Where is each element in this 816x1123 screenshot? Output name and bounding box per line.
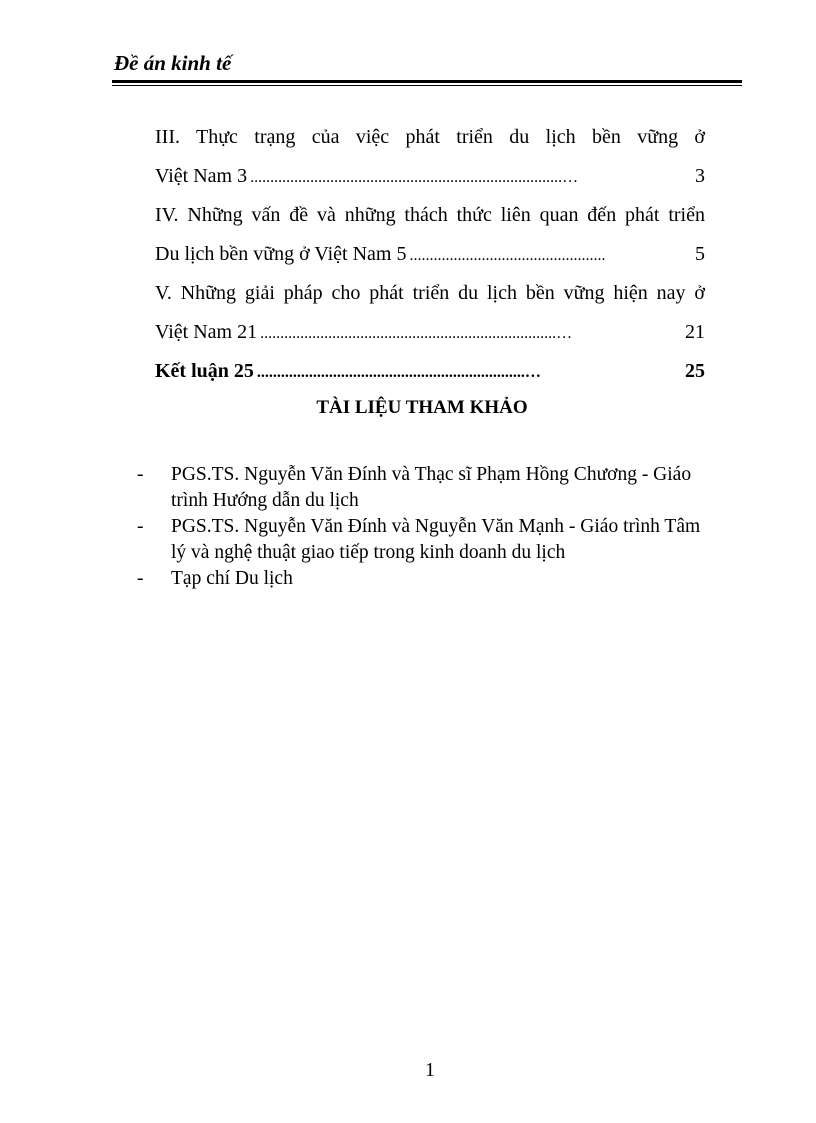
table-of-contents bbox=[155, 118, 705, 391]
toc-entry-text: IV. Những vấn đề và những thách thức liên quan đến phát triển bbox=[155, 204, 705, 226]
toc-entry bbox=[155, 313, 705, 352]
references-list bbox=[137, 462, 717, 592]
toc-page-number: 21 bbox=[685, 321, 705, 343]
toc-entry-text: Kết luận 25 bbox=[155, 360, 254, 382]
toc-page-number: 5 bbox=[695, 243, 705, 265]
list-item bbox=[137, 462, 717, 514]
toc-entry-text: Du lịch bền vững ở Việt Nam 5 bbox=[155, 243, 407, 265]
header-rule-thick bbox=[112, 80, 742, 83]
reference-text: Tạp chí Du lịch bbox=[171, 568, 293, 589]
toc-entry-conclusion bbox=[155, 352, 705, 391]
toc-leader-dots: ..............................................................................… bbox=[250, 169, 579, 186]
toc-entry-text: Việt Nam 3 bbox=[155, 165, 248, 187]
list-item bbox=[137, 514, 717, 566]
references-title: TÀI LIỆU THAM KHẢO bbox=[316, 397, 528, 418]
header-rule-thin bbox=[112, 85, 742, 86]
toc-leader-dots: ................................................. bbox=[409, 247, 606, 264]
toc-entry-heading bbox=[155, 274, 705, 313]
reference-text: PGS.TS. Nguyễn Văn Đính và Thạc sĩ Phạm Hồng Chương - Giáo trình Hướng dẫn du lịch bbox=[171, 464, 692, 511]
toc-entry-text: V. Những giải pháp cho phát triển du lịch bền vững hiện nay ở bbox=[155, 282, 705, 304]
toc-entry-heading bbox=[155, 196, 705, 235]
toc-page-number: 3 bbox=[695, 165, 705, 187]
toc-page-number: 25 bbox=[685, 360, 705, 382]
page-number: 1 bbox=[425, 1059, 435, 1081]
list-bullet: - bbox=[137, 568, 144, 589]
list-bullet: - bbox=[137, 464, 144, 485]
toc-entry-text: Việt Nam 21 bbox=[155, 321, 258, 343]
reference-text: PGS.TS. Nguyễn Văn Đính và Nguyễn Văn Mạnh - Giáo trình Tâm lý và nghệ thuật giao tiếp trong kinh doanh du lịch bbox=[171, 516, 701, 563]
toc-leader-dots: ...................................................................… bbox=[256, 364, 541, 381]
list-item bbox=[137, 566, 717, 592]
toc-entry-text: III. Thực trạng của việc phát triển du lịch bền vững ở bbox=[155, 126, 705, 148]
toc-entry bbox=[155, 235, 705, 274]
page-header bbox=[112, 50, 742, 86]
toc-entry-heading bbox=[155, 118, 705, 157]
toc-entry bbox=[155, 157, 705, 196]
toc-leader-dots: ..........................................................................… bbox=[260, 325, 573, 342]
header-title: Đề án kinh tế bbox=[114, 51, 232, 75]
list-bullet: - bbox=[137, 516, 144, 537]
